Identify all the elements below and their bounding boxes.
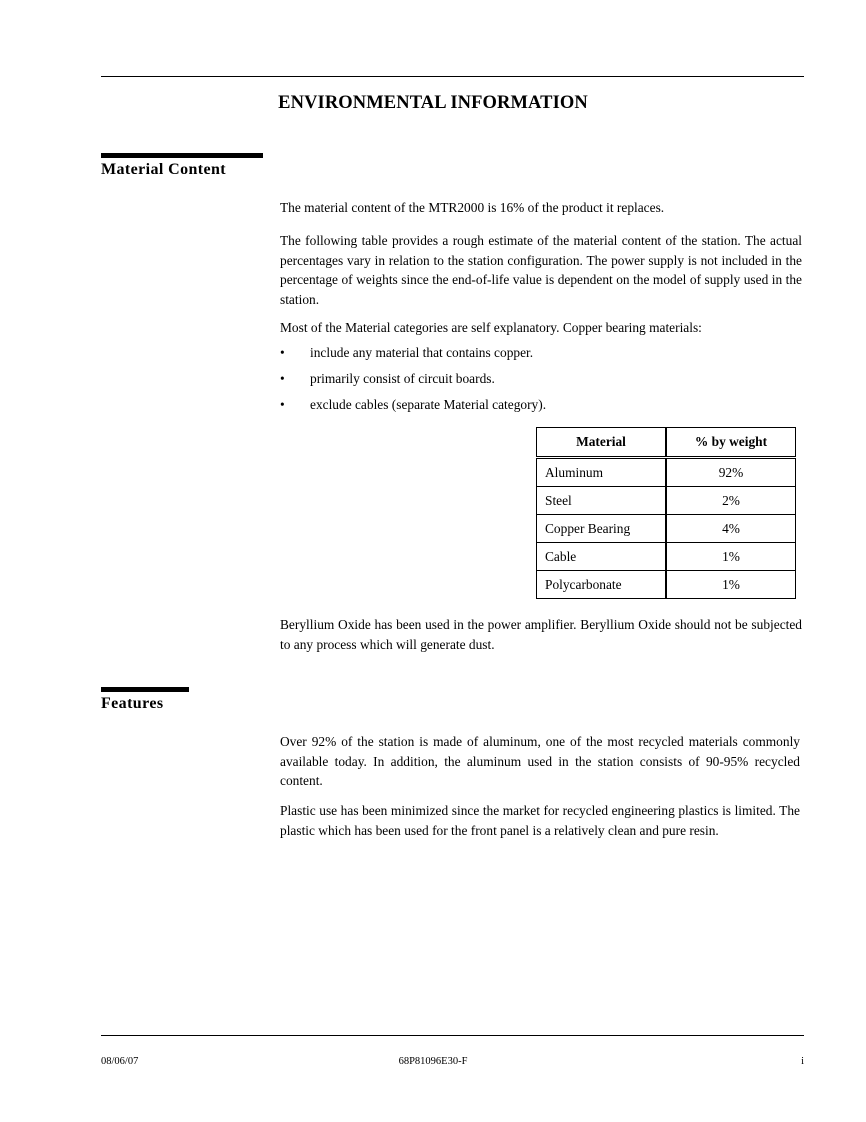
percent-cell: 4% bbox=[666, 515, 796, 543]
footer-rule bbox=[101, 1035, 804, 1036]
plastic-paragraph bbox=[280, 801, 800, 840]
column-header-percent-by-weight: % by weight bbox=[666, 428, 796, 458]
copper-bearing-bullet-list bbox=[280, 343, 800, 421]
list-item bbox=[280, 343, 800, 369]
table-row bbox=[537, 487, 796, 515]
table-row bbox=[537, 571, 796, 599]
categories-intro-paragraph bbox=[280, 318, 805, 338]
material-intro-paragraph bbox=[280, 198, 805, 218]
material-cell: Cable bbox=[537, 543, 667, 571]
material-cell: Polycarbonate bbox=[537, 571, 667, 599]
material-content-heading-bar bbox=[101, 153, 263, 158]
column-header-material: Material bbox=[537, 428, 667, 458]
table-row bbox=[537, 515, 796, 543]
bullet-icon: • bbox=[280, 345, 285, 360]
table-header-row bbox=[537, 428, 796, 458]
features-heading: Features bbox=[101, 695, 164, 712]
bullet-icon: • bbox=[280, 397, 285, 412]
footer-date: 08/06/07 bbox=[101, 1056, 139, 1067]
material-cell: Aluminum bbox=[537, 458, 667, 487]
material-intro-text: The material content of the MTR2000 is 16% of the product it replaces. bbox=[280, 200, 665, 215]
table-row bbox=[537, 458, 796, 487]
features-heading-bar bbox=[101, 687, 189, 692]
bullet-icon: • bbox=[280, 371, 285, 386]
percent-cell: 1% bbox=[666, 571, 796, 599]
material-cell: Steel bbox=[537, 487, 667, 515]
percent-cell: 1% bbox=[666, 543, 796, 571]
footer-page-number: i bbox=[801, 1056, 804, 1067]
table-description-text: The following table provides a rough estimate of the material content of the station. The actual percentages vary in relation to the station configuration. The power supply is not included in the percentage of weights since the end-of-life value is dependent on the model of supply used in the station. bbox=[280, 233, 802, 307]
aluminum-paragraph bbox=[280, 732, 800, 791]
list-item bbox=[280, 395, 800, 421]
plastic-text: Plastic use has been minimized since the market for recycled engineering plastics is limited. The plastic which has been used for the front panel is a relatively clean and pure resin. bbox=[280, 803, 800, 838]
categories-intro-text: Most of the Material categories are self explanatory. Copper bearing materials: bbox=[280, 320, 702, 335]
material-content-heading: Material Content bbox=[101, 161, 227, 178]
percent-cell: 2% bbox=[666, 487, 796, 515]
bullet-text: include any material that contains copper. bbox=[310, 345, 534, 360]
table-description-paragraph bbox=[280, 231, 802, 309]
beryllium-note-paragraph bbox=[280, 615, 802, 654]
bullet-text: primarily consist of circuit boards. bbox=[310, 371, 495, 386]
bullet-text: exclude cables (separate Material category). bbox=[310, 397, 547, 412]
material-cell: Copper Bearing bbox=[537, 515, 667, 543]
header-rule bbox=[101, 76, 804, 77]
footer-doc-number: 68P81096E30-F bbox=[398, 1056, 468, 1067]
list-item bbox=[280, 369, 800, 395]
beryllium-note-text: Beryllium Oxide has been used in the power amplifier. Beryllium Oxide should not be subjected to any process which will generate dust. bbox=[280, 617, 802, 652]
aluminum-text: Over 92% of the station is made of aluminum, one of the most recycled materials commonly available today. In addition, the aluminum used in the station consists of 90-95% recycled content. bbox=[280, 734, 800, 788]
material-content-table bbox=[536, 427, 796, 599]
percent-cell: 92% bbox=[666, 458, 796, 487]
page-title: ENVIRONMENTAL INFORMATION bbox=[278, 93, 588, 113]
table-row bbox=[537, 543, 796, 571]
